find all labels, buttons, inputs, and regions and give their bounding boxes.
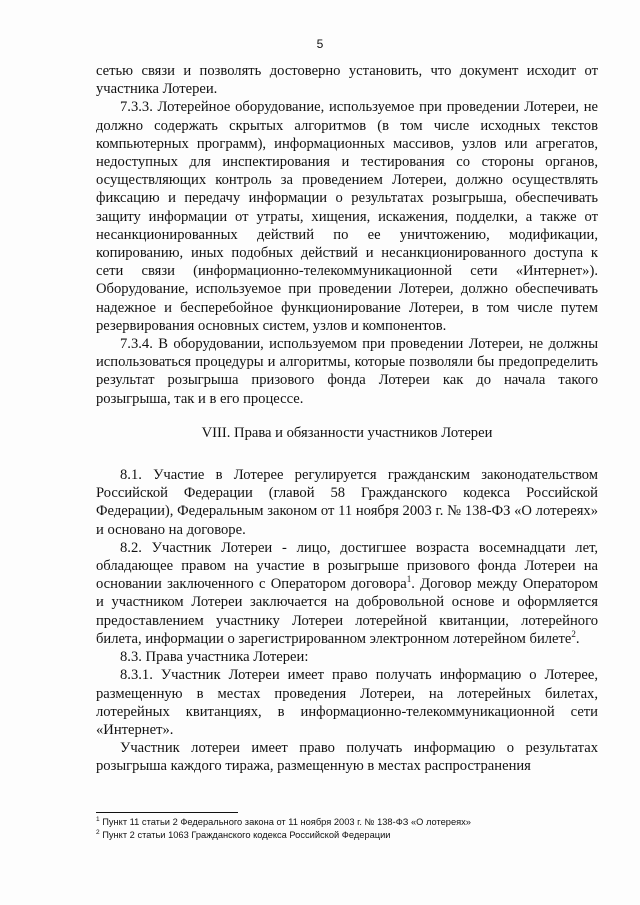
- paragraph-participant-rights: Участник лотереи имеет право получать информацию о результатах розыгрыша каждого тиража, размещенную в местах распространения: [96, 740, 598, 775]
- footnote-mark: 2: [96, 828, 100, 836]
- paragraph-8-2: [96, 539, 598, 648]
- section-heading: VIII. Права и обязанности участников Лотереи: [201, 424, 493, 441]
- paragraph-8-2-part-c: .: [575, 630, 580, 647]
- footnote-1: [96, 816, 596, 829]
- footnote-2: [96, 829, 596, 842]
- paragraph-8-3: 8.3. Права участника Лотереи:: [120, 649, 309, 666]
- footnote-separator: [96, 812, 238, 813]
- footnotes: [96, 816, 596, 842]
- paragraph-7-3-4: 7.3.4. В оборудовании, используемом при проведении Лотереи, не должны использоваться процедуры и алгоритмы, которые позволяли бы предопределить результат розыгрыша призового фонда Лотереи как до начала такого розыгрыша, так и в его процессе.: [96, 336, 598, 407]
- paragraph-8-2-part-a: 8.2. Участник Лотереи - лицо, достигшее возраста восемнадцати лет, обладающее правом на участие в розыгрыше призового фонда Лотереи на основании заключенного с Оператором договора: [96, 539, 598, 593]
- footnote-ref-2[interactable]: 2: [571, 629, 576, 640]
- document-body: [96, 62, 598, 776]
- footnote-text: Пункт 2 статьи 1063 Гражданского кодекса Российской Федерации: [99, 830, 391, 840]
- paragraph-8-2-part-b: . Договор между Оператором и участником Лотереи заключается на добровольной основе и оформляется предоставлением участнику Лотереи лотерейной квитанции, лотерейного билета, информации о зарегистрированном электронном лотерейном билете: [96, 576, 598, 647]
- paragraph-7-3-3: 7.3.3. Лотерейное оборудование, используемое при проведении Лотереи, не должно содержать скрытых алгоритмов (в том числе исходных текстов компьютерных программ), информационных массивов, узлов или агрегатов, недоступных для инспектирования и тестирования со стороны органов, осуществляющих контроль за проведением Лотереи, должно осуществлять фиксацию и передачу информации о результатах розыгрыша, обеспечивать защиту информации от утраты, хищения, искажения, подделки, а также от несанкционированных действий по ее уничтожению, модификации, копированию, иных подобных действий и несанкционированного доступа к сети связи (информационно-телекоммуникационной сети «Интернет»). Оборудование, используемое при проведении Лотереи, должно обеспечивать надежное и бесперебойное функционирование Лотереи, в том числе путем резервирования основных систем, узлов и компонентов.: [96, 99, 598, 334]
- footnote-text: Пункт 11 статьи 2 Федерального закона от 11 ноября 2003 г. № 138-ФЗ «О лотереях»: [99, 817, 471, 827]
- paragraph-8-1: 8.1. Участие в Лотерее регулируется гражданским законодательством Российской Федерации (главой 58 Гражданского кодекса Российской Федерации), Федеральным законом от 11 ноября 2003 г. № 138-ФЗ «О лотереях» и основано на договоре.: [96, 467, 598, 538]
- page-number: 5: [316, 37, 324, 51]
- footnote-mark: 1: [96, 815, 100, 823]
- paragraph-8-3-1: 8.3.1. Участник Лотереи имеет право получать информацию о Лотерее, размещенную в местах проведения Лотереи, на лотерейных билетах, лотерейных квитанциях, в информационно-телекоммуникационной сети «Интернет».: [96, 667, 598, 738]
- footnote-ref-1[interactable]: 1: [406, 574, 412, 585]
- paragraph-continuation: сетью связи и позволять достоверно установить, что документ исходит от участника Лотереи.: [96, 63, 598, 98]
